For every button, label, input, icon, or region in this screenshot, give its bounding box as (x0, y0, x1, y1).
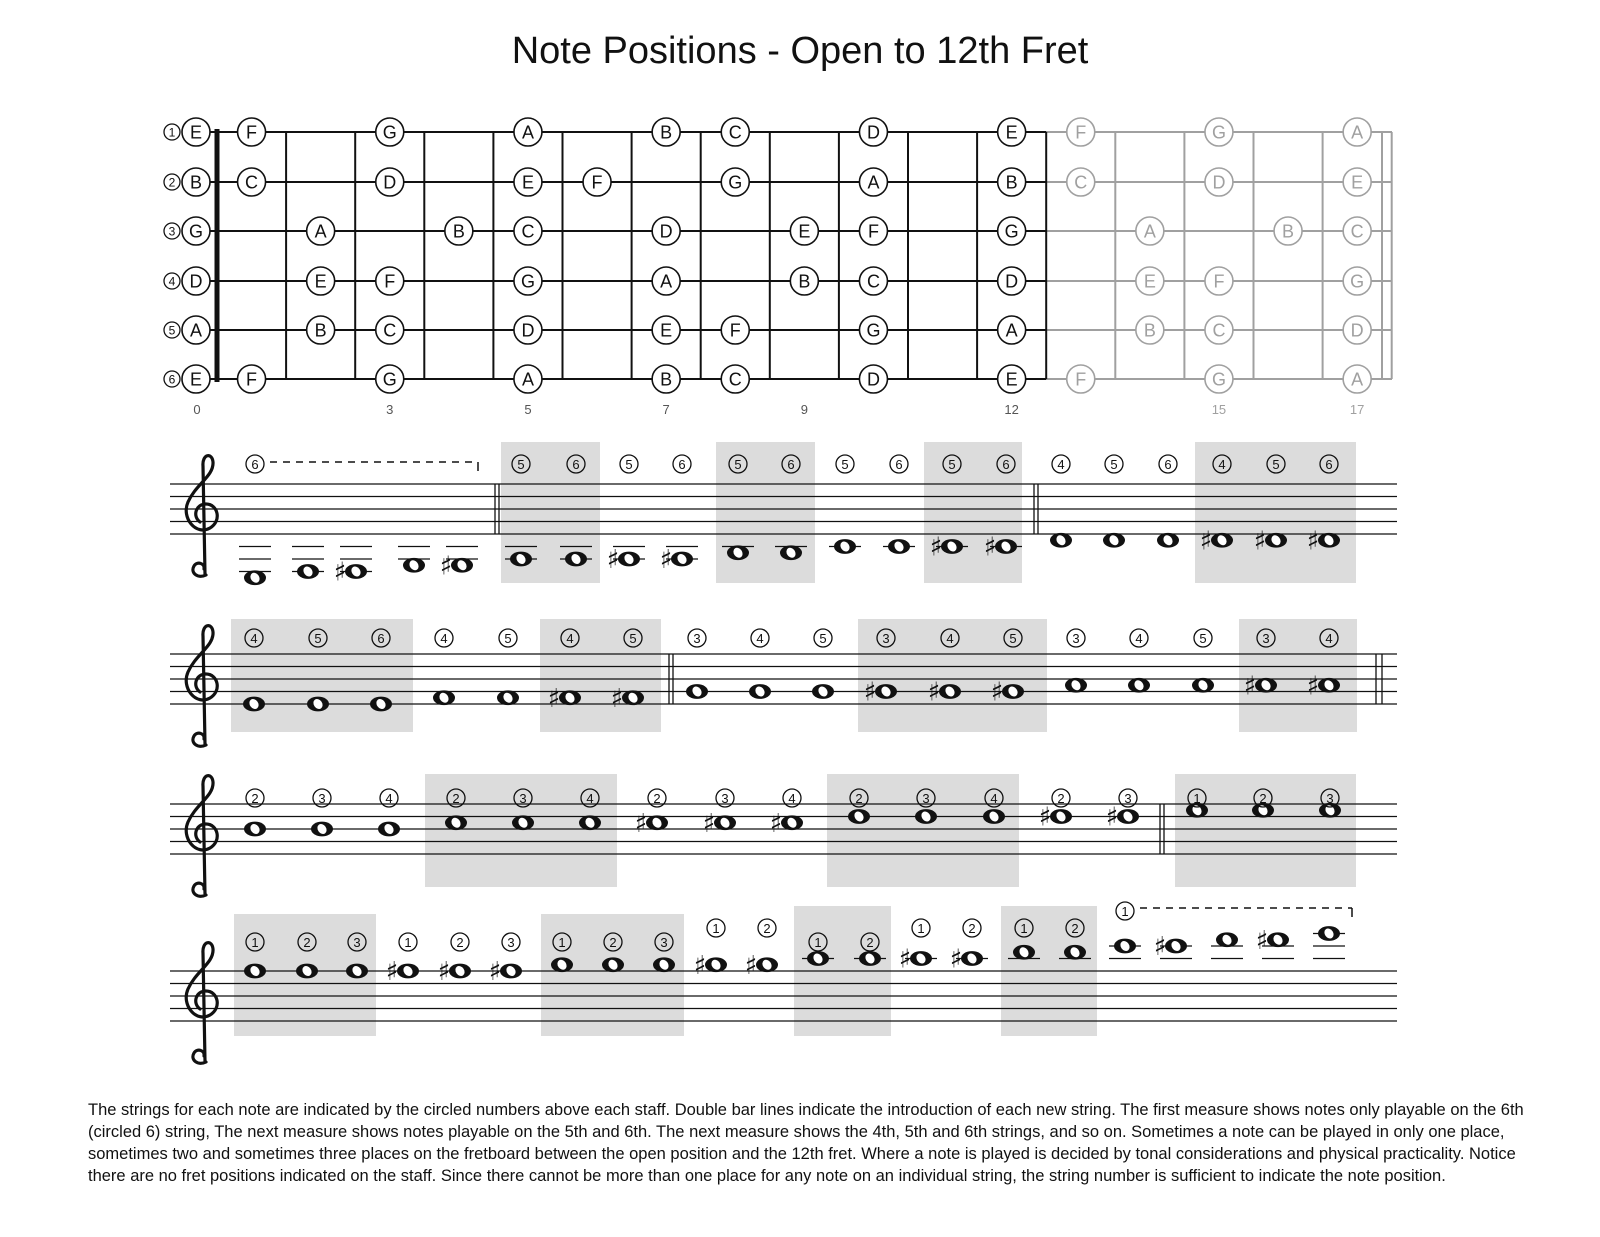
string-number-label: 2 (251, 791, 259, 806)
fret-note-label: B (660, 369, 673, 390)
string-number-label: 5 (314, 631, 322, 646)
string-number-label: 4 (586, 791, 594, 806)
string-number-label: 5 (1199, 631, 1207, 646)
fret-note-label: B (189, 172, 203, 193)
fret-note-label: A (1005, 320, 1018, 341)
fret-note-label: E (1351, 172, 1364, 193)
string-number-label: 6 (572, 457, 580, 472)
string-number-label: 1 (814, 935, 822, 950)
string-number-label: 4 (946, 631, 954, 646)
string-number-label: 2 (303, 935, 311, 950)
fret-note-label: F (591, 172, 603, 193)
treble-clef-path (186, 456, 217, 577)
string-number-label: 2 (1071, 921, 1079, 936)
string-group-shading (541, 914, 684, 1036)
fret-note-label: E (798, 221, 811, 242)
string-number-label: 6 (678, 457, 686, 472)
fret-note-label: G (866, 320, 881, 341)
string-number-label: 6 (377, 631, 385, 646)
string-number-label: 3 (882, 631, 890, 646)
fret-note-label: F (246, 122, 258, 143)
string-number-label: 5 (1009, 631, 1017, 646)
fret-note-label: G (520, 271, 535, 292)
string-number-label: 3 (318, 791, 326, 806)
fret-note-label: A (521, 122, 534, 143)
sharp-accidental: ♯ (990, 677, 1004, 708)
fret-number-label: 12 (1004, 402, 1019, 417)
string-number-label: 5 (168, 323, 176, 338)
fret-note-label: E (660, 320, 673, 341)
string-number-label: 4 (250, 631, 258, 646)
fret-note-label: D (1350, 320, 1364, 341)
string-number-label: 6 (1325, 457, 1333, 472)
string-number-label: 4 (566, 631, 574, 646)
fret-note-label: G (382, 369, 397, 390)
string-number-label: 1 (1193, 791, 1201, 806)
fret-note-label: D (866, 122, 880, 143)
string-number-label: 1 (1121, 904, 1129, 919)
fret-note-label: G (1350, 271, 1365, 292)
fret-note-label: E (314, 271, 327, 292)
fret-note-label: G (1211, 122, 1226, 143)
string-number-label: 4 (1218, 457, 1226, 472)
sharp-accidental: ♯ (769, 808, 783, 839)
fret-note-label: G (1211, 369, 1226, 390)
sharp-accidental: ♯ (1153, 932, 1167, 962)
sharp-accidental: ♯ (488, 957, 502, 987)
sharp-accidental: ♯ (547, 683, 561, 714)
string-number-label: 2 (456, 935, 464, 950)
string-number-label: 3 (168, 224, 176, 239)
fret-note-label: D (659, 221, 673, 242)
string-number-label: 4 (440, 631, 448, 646)
string-number-label: 2 (763, 921, 771, 936)
string-number-label: 5 (625, 457, 633, 472)
string-number-label: 1 (558, 935, 566, 950)
fret-note-label: C (521, 221, 535, 242)
string-number-label: 4 (788, 791, 796, 806)
string-number-label: 5 (1272, 457, 1280, 472)
string-number-label: 5 (517, 457, 525, 472)
string-number-label: 1 (917, 921, 925, 936)
staff-notation (170, 442, 1397, 1063)
string-number-label: 2 (855, 791, 863, 806)
fret-note-label: D (866, 369, 880, 390)
fret-note-label: E (189, 122, 203, 143)
sharp-accidental: ♯ (927, 677, 941, 708)
treble-clef (186, 943, 217, 1064)
fret-number-label: 15 (1211, 402, 1227, 417)
string-number-label: 1 (712, 921, 720, 936)
fret-note-label: B (660, 122, 673, 143)
string-number-label: 1 (404, 935, 412, 950)
fret-number-label: 9 (800, 402, 808, 417)
fret-note-label: F (867, 221, 879, 242)
fret-note-label: A (1143, 221, 1156, 242)
string-number-label: 3 (693, 631, 701, 646)
string-number-label: 3 (353, 935, 361, 950)
sharp-accidental: ♯ (863, 677, 877, 708)
string-number-label: 4 (385, 791, 393, 806)
string-number-label: 6 (251, 457, 259, 472)
string-number-label: 5 (841, 457, 849, 472)
fret-note-label: B (314, 320, 327, 341)
fret-note-label: B (1005, 172, 1018, 193)
fret-note-label: G (188, 221, 204, 242)
fret-note-label: E (1005, 122, 1018, 143)
string-number-label: 2 (968, 921, 976, 936)
sharp-accidental: ♯ (439, 551, 453, 582)
string-number-label: 2 (168, 175, 176, 190)
string-number-label: 3 (1326, 791, 1334, 806)
sharp-accidental: ♯ (702, 808, 716, 839)
string-number-label: 2 (1259, 791, 1267, 806)
fret-note-label: F (246, 369, 258, 390)
treble-clef (186, 626, 217, 747)
sharp-accidental: ♯ (634, 808, 648, 839)
sharp-accidental: ♯ (333, 557, 347, 588)
fret-note-label: C (728, 122, 742, 143)
fret-note-label: E (521, 172, 534, 193)
string-group-shading (540, 619, 661, 732)
sharp-accidental: ♯ (898, 944, 912, 975)
fret-note-label: B (1282, 221, 1295, 242)
sharp-accidental: ♯ (983, 532, 997, 563)
string-number-label: 3 (1072, 631, 1080, 646)
fret-note-label: D (1005, 271, 1019, 292)
fret-note-label: B (452, 221, 465, 242)
sharp-accidental: ♯ (744, 950, 758, 981)
fret-note-label: C (383, 320, 397, 341)
string-number-label: 1 (168, 125, 176, 140)
string-number-label: 3 (1262, 631, 1270, 646)
fret-note-label: C (1212, 320, 1226, 341)
string-number-label: 5 (734, 457, 742, 472)
fret-note-label: D (383, 172, 397, 193)
fret-note-label: A (1351, 369, 1364, 390)
string-number-label: 3 (519, 791, 527, 806)
string-number-label: 1 (251, 935, 259, 950)
description-text: The strings for each note are indicated by the circled numbers above each staff. Double bar lines indicate the introduction of each new string. The first measure shows notes only playable on the 6th (circled 6) string, The next measure shows notes playable on the 5th and 6th. The next measure shows the 4th, 5th and 6th strings, and so on. Sometimes a note can be played in only one place, sometimes two and sometimes three places on the fretboard between the open position and the 12th fret. Where a note is played is decided by tonal considerations and physical practicality. Notice there are no fret positions indicated on the staff. Since there cannot be more than one place for any note on an individual string, the string number is sufficient to indicate the note position. (88, 1101, 1524, 1185)
fret-note-label: F (1213, 271, 1225, 292)
string-number-label: 3 (660, 935, 668, 950)
fret-note-label: E (1143, 271, 1156, 292)
sharp-accidental: ♯ (1255, 925, 1269, 956)
string-number-label: 6 (787, 457, 795, 472)
fret-note-label: A (314, 221, 327, 242)
sharp-accidental: ♯ (1105, 802, 1119, 833)
fret-note-label: E (1005, 369, 1018, 390)
sharp-accidental: ♯ (437, 957, 451, 987)
page-title: Note Positions - Open to 12th Fret (511, 30, 1089, 72)
fret-note-label: C (1350, 221, 1364, 242)
fret-note-label: G (382, 122, 397, 143)
treble-clef (186, 776, 217, 897)
fret-note-label: B (798, 271, 811, 292)
string-number-label: 3 (507, 935, 515, 950)
string-number-label: 2 (452, 791, 460, 806)
string-number-label: 5 (819, 631, 827, 646)
fret-note-label: D (521, 320, 535, 341)
sharp-accidental: ♯ (659, 545, 673, 575)
string-number-label: 4 (990, 791, 998, 806)
treble-clef (186, 456, 217, 577)
fretboard-diagram (164, 118, 1392, 417)
string-number-label: 5 (1110, 457, 1118, 472)
string-number-label: 4 (1135, 631, 1143, 646)
fret-number-label: 3 (386, 402, 394, 417)
string-number-label: 6 (1164, 457, 1172, 472)
string-number-label: 3 (721, 791, 729, 806)
string-number-label: 3 (1124, 791, 1132, 806)
string-number-label: 5 (948, 457, 956, 472)
sharp-accidental: ♯ (1253, 526, 1267, 557)
fret-note-label: B (1143, 320, 1156, 341)
fret-note-label: A (521, 369, 534, 390)
string-number-label: 3 (922, 791, 930, 806)
fret-note-label: E (189, 369, 203, 390)
fret-number-label: 0 (193, 402, 201, 417)
sharp-accidental: ♯ (1199, 526, 1213, 557)
fret-note-label: F (729, 320, 741, 341)
fret-note-label: C (1074, 172, 1088, 193)
fret-note-label: D (189, 271, 203, 292)
fret-number-label: 5 (524, 402, 532, 417)
string-number-label: 4 (1325, 631, 1333, 646)
string-group-shading (231, 619, 413, 732)
fret-note-label: F (1075, 369, 1087, 390)
string-number-label: 5 (629, 631, 637, 646)
fret-number-label: 17 (1349, 402, 1365, 417)
treble-clef-path (186, 776, 217, 897)
fret-note-label: C (866, 271, 880, 292)
string-number-label: 2 (609, 935, 617, 950)
string-number-label: 1 (1020, 921, 1028, 936)
string-number-label: 6 (895, 457, 903, 472)
sharp-accidental: ♯ (929, 532, 943, 563)
sharp-accidental: ♯ (606, 545, 620, 575)
string-number-label: 4 (756, 631, 764, 646)
sharp-accidental: ♯ (1306, 671, 1320, 702)
string-number-label: 2 (1057, 791, 1065, 806)
treble-clef-path (186, 943, 217, 1064)
fret-note-label: A (867, 172, 880, 193)
fret-note-label: C (245, 172, 259, 193)
fret-note-label: G (1004, 221, 1019, 242)
string-number-label: 2 (866, 935, 874, 950)
fret-note-label: A (189, 320, 203, 341)
sharp-accidental: ♯ (385, 957, 399, 987)
fret-note-label: A (660, 271, 673, 292)
sharp-accidental: ♯ (949, 944, 963, 975)
string-number-label: 6 (1002, 457, 1010, 472)
sharp-accidental: ♯ (1306, 526, 1320, 557)
sharp-accidental: ♯ (693, 950, 707, 981)
treble-clef-path (186, 626, 217, 747)
sharp-accidental: ♯ (1243, 671, 1257, 702)
string-number-label: 5 (504, 631, 512, 646)
string-number-label: 4 (168, 274, 176, 289)
fret-note-label: D (1212, 172, 1226, 193)
fret-note-label: A (1351, 122, 1364, 143)
fret-note-label: G (728, 172, 743, 193)
sharp-accidental: ♯ (1038, 802, 1052, 833)
string-number-label: 2 (653, 791, 661, 806)
fret-number-label: 7 (662, 402, 670, 417)
fret-note-label: F (1075, 122, 1087, 143)
string-number-label: 4 (1057, 457, 1065, 472)
string-number-label: 6 (168, 372, 176, 387)
fret-note-label: F (384, 271, 396, 292)
fret-note-label: C (728, 369, 742, 390)
sharp-accidental: ♯ (610, 683, 624, 714)
